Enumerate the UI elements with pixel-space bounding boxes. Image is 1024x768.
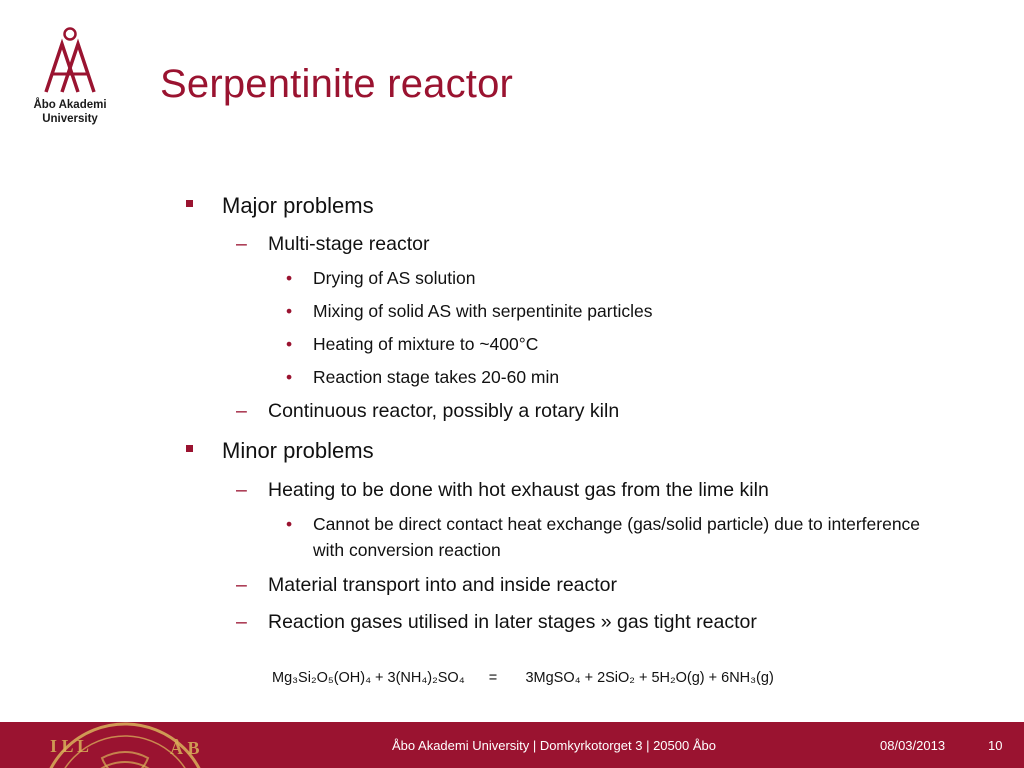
bullet-text: Reaction gases utilised in later stages » gas tight reactor <box>268 611 757 633</box>
bullet-text: Heating of mixture to ~400°C <box>313 334 539 354</box>
page-number: 10 <box>988 738 1003 753</box>
university-seal-icon <box>10 722 240 768</box>
bullet-text: Heating to be done with hot exhaust gas from the lime kiln <box>268 479 769 501</box>
slide-title: Serpentinite reactor <box>160 62 514 106</box>
dash-bullet-icon: – <box>236 479 247 501</box>
dash-bullet-icon: – <box>236 400 247 422</box>
dot-bullet-icon: • <box>286 268 293 288</box>
footer-date: 08/03/2013 <box>880 738 946 753</box>
logo-line-1: Åbo Akademi <box>33 99 107 111</box>
bullet-drying <box>286 265 476 291</box>
bullet-text: Cannot be direct contact heat exchange (gas/solid particle) due to interference with conversion reaction <box>313 514 921 560</box>
bullet-continuous-reactor <box>236 400 620 423</box>
footer-address: Åbo Akademi University | Domkyrkotorget 3 | 20500 Åbo <box>392 738 716 753</box>
bullet-minor-problems <box>222 438 374 464</box>
dash-bullet-icon: – <box>236 611 247 633</box>
bullet-text: Multi-stage reactor <box>268 233 430 255</box>
svg-text:I L L: I L L <box>50 736 90 756</box>
bullet-major-problems <box>222 193 374 219</box>
dash-bullet-icon: – <box>236 574 247 596</box>
dot-bullet-icon: • <box>286 301 293 321</box>
dash-bullet-icon: – <box>236 233 247 255</box>
reaction-equation <box>272 670 774 686</box>
dot-bullet-icon: • <box>286 334 293 354</box>
bullet-text: Mixing of solid AS with serpentinite particles <box>313 301 653 321</box>
bullet-text: Reaction stage takes 20-60 min <box>313 367 560 387</box>
svg-text:Å B: Å B <box>170 738 200 758</box>
bullet-material-transport <box>236 574 618 597</box>
bullet-multi-stage-reactor <box>236 233 430 256</box>
bullet-reaction-stage <box>286 364 560 390</box>
bullet-text: Minor problems <box>222 438 374 463</box>
logo-line-2: University <box>42 113 98 125</box>
equation-right: 3MgSO₄ + 2SiO₂ + 5H₂O(g) + 6NH₃(g) <box>525 670 774 686</box>
bullet-direct-contact <box>286 511 943 563</box>
bullet-heating-mixture <box>286 331 539 357</box>
equation-left: Mg₃Si₂O₅(OH)₄ + 3(NH₄)₂SO₄ <box>272 670 465 686</box>
bullet-text: Material transport into and inside reactor <box>268 574 618 596</box>
bullet-reaction-gases <box>236 611 757 634</box>
bullet-heating-exhaust <box>236 479 769 502</box>
dot-bullet-icon: • <box>286 514 293 534</box>
bullet-text: Major problems <box>222 193 374 218</box>
footer-bar <box>0 722 1024 768</box>
bullet-text: Drying of AS solution <box>313 268 476 288</box>
bullet-mixing <box>286 298 653 324</box>
dot-bullet-icon: • <box>286 367 293 387</box>
square-bullet-icon <box>186 445 193 452</box>
bullet-text: Continuous reactor, possibly a rotary kiln <box>268 400 620 422</box>
equation-sign: = <box>488 670 498 686</box>
square-bullet-icon <box>186 200 193 207</box>
